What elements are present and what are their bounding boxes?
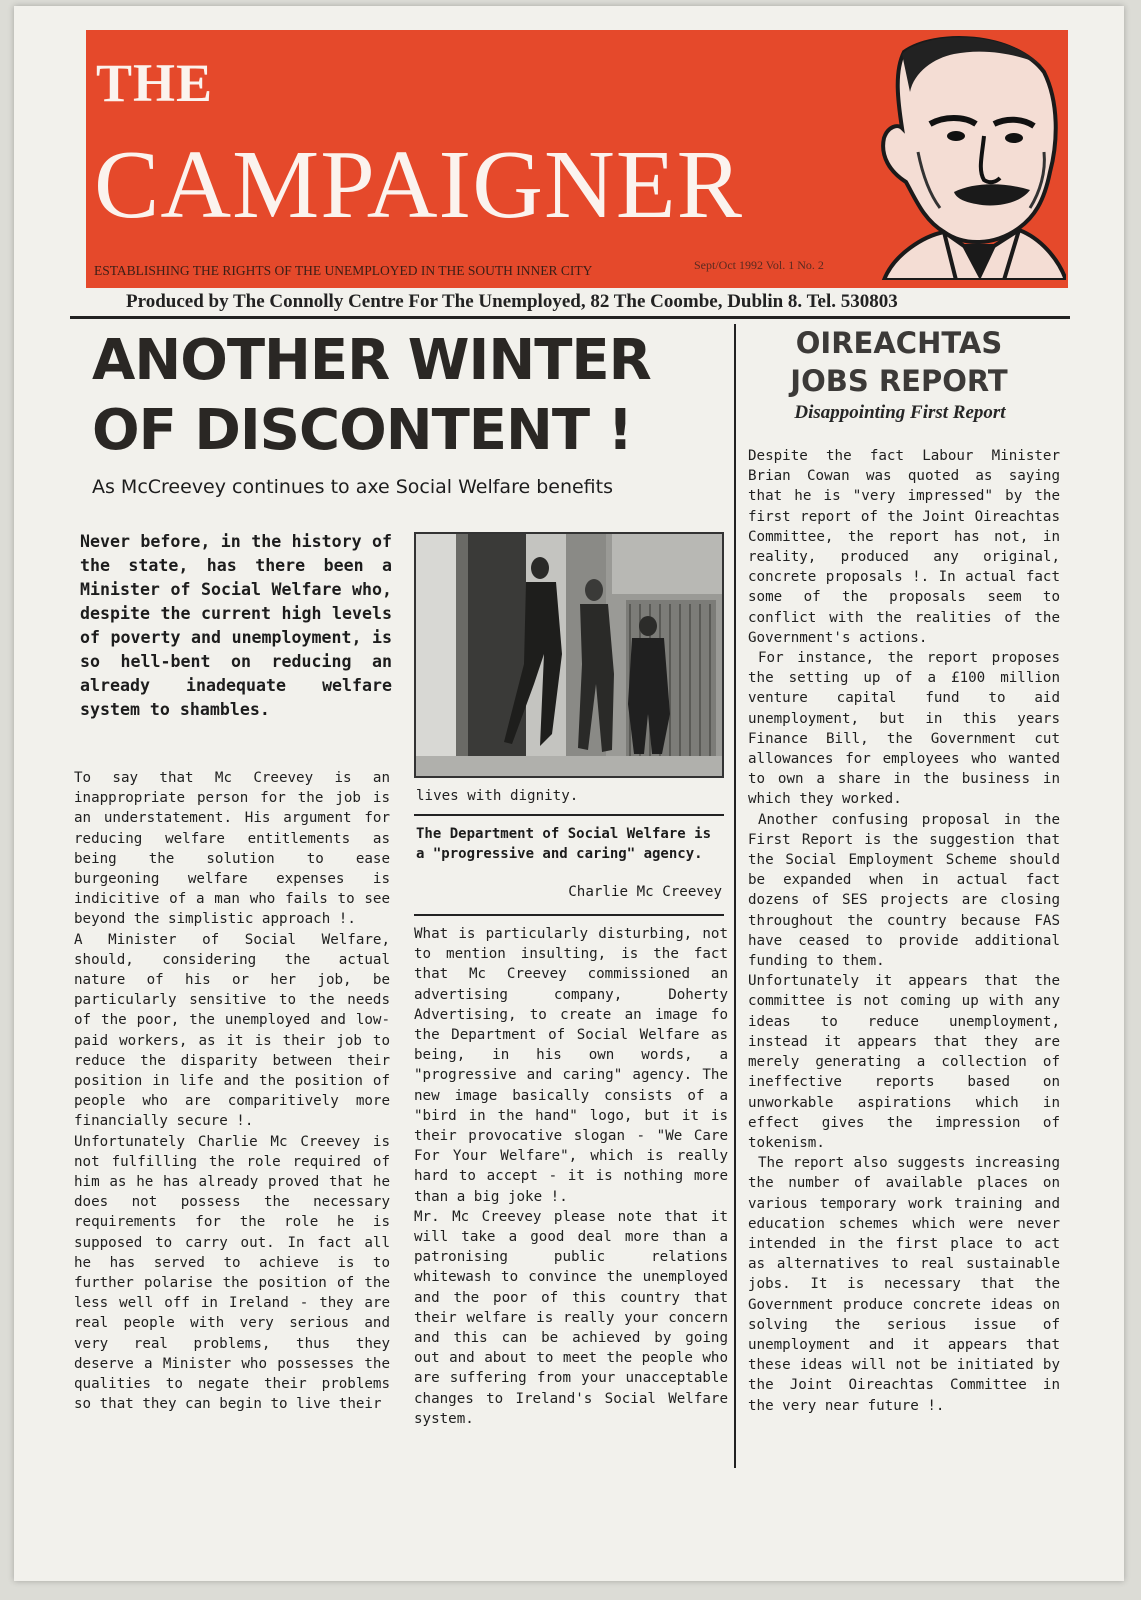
masthead-tagline: ESTABLISHING THE RIGHTS OF THE UNEMPLOYED IN THE SOUTH INNER CITY — [94, 263, 593, 278]
paragraph: For instance, the report proposes the setting up of a £100 million venture capital fund to aid unemployment, but in this years Finance Bill, the Government cut allowances for employees who wanted to own a share in the business in which they worked. — [748, 650, 1060, 808]
headline-line-1: ANOTHER WINTER — [92, 328, 651, 393]
masthead-rule — [70, 316, 1070, 319]
paragraph: A Minister of Social Welfare, should, considering the actual nature of his or her job, be particularly sensitive to the needs of the poor, the unemployed and low-paid workers, as it is their job to reduce the disparity between their position in life and the position of people who are comparitively more financially secure !. — [74, 931, 390, 1130]
column-2-continuation: lives with dignity. — [416, 788, 579, 804]
side-title-line-1: OIREACHTAS — [795, 326, 1003, 360]
side-story-title — [749, 324, 1049, 400]
column-2 — [414, 924, 728, 1429]
masthead-issue: Sept/Oct 1992 Vol. 1 No. 2 — [694, 258, 824, 272]
headline-line-2: OF DISCONTENT ! — [92, 398, 633, 463]
side-title-line-2: JOBS REPORT — [790, 364, 1008, 398]
masthead — [86, 30, 1068, 288]
masthead-the: THE — [96, 53, 214, 113]
street-scene-photo — [416, 534, 722, 776]
paragraph: Another confusing proposal in the First Report is the suggestion that the Social Employment Scheme should be expanded when in actual fact dozens of SES projects are closing throughout the country because FAS have ceased to provide additional funding to them. — [748, 811, 1060, 970]
side-story-subtitle: Disappointing First Report — [794, 402, 1006, 423]
headline — [92, 326, 732, 466]
paragraph: The report also suggests increasing the number of available places on various temporary work training and education schemes which were never intended in the first place to act as alternatives to real sustainable jobs. It is necessary that the Government produce concrete ideas on solving the serious issue of unemployment and it appears that these ideas will not be initiated by the Joint Oireachtas Committee in the very near future !. — [748, 1155, 1060, 1414]
quote-rule-bottom — [414, 914, 724, 916]
paragraph: To say that Mc Creevey is an inappropriate person for the job is an understatement. His argument for reducing welfare entitlements as being the solution to ease burgeoning welfare expenses is indicitive of a man who fails to see beyond the simplistic approach !. — [74, 770, 390, 928]
news-photo — [414, 532, 724, 778]
subheadline: As McCreevey continues to axe Social Welfare benefits — [92, 476, 613, 498]
paragraph: Unfortunately it appears that the committee is not coming up with any ideas to reduce unemployment, instead it appears that they are merely generating a collection of ineffective reports based on unworkable aspirations which in effect gives the impression of tokenism. — [748, 973, 1060, 1151]
column-3 — [748, 446, 1060, 1416]
paragraph: What is particularly disturbing, not to mention insulting, is the fact that Mc Creevey commissioned an advertising company, Doherty Advertising, to create an image fo the Department of Social Welfare as being, in his own words, a "progressive and caring" agency. The new image basically consists of a "bird in the hand" logo, but it is their provocative slogan - "We Care For Your Welfare", which is really hard to accept - it is nothing more than a big joke !. — [414, 926, 728, 1205]
quote-attribution: Charlie Mc Creevey — [568, 884, 722, 900]
quote-rule-top — [414, 814, 724, 816]
pull-quote — [414, 814, 724, 916]
paragraph: Despite the fact Labour Minister Brian Cowan was quoted as saying that he is "very impressed" by the first report of the Joint Oireachtas Committee, the report has not, in reality, produced any original, concrete proposals !. In actual fact some of the proposals seem to conflict with the realities of the Government's actions. — [748, 448, 1060, 646]
paragraph: Unfortunately Charlie Mc Creevey is not fulfilling the role required of him as he has already proved that he does not possess the necessary requirements for the role he is supposed to carry out. In fact all he has served to achieve is to further polarise the position of the less well off in Ireland - they are real people with very serious and very real problems, thus they deserve a Minister who possesses the qualities to negate their problems so that they can begin to live their — [74, 1133, 390, 1413]
portrait-icon — [844, 32, 1066, 280]
paragraph: Mr. Mc Creevey please note that it will take a good deal more than a patronising public relations whitewash to convince the unemployed and the poor of this country that their welfare is really your concern and this can be achieved by going out and about to meet the people who are suffering from your unacceptable changes to Ireland's Social Welfare system. — [414, 1208, 728, 1427]
producer-line: Produced by The Connolly Centre For The Unemployed, 82 The Coombe, Dublin 8. Tel. 530803 — [126, 291, 898, 312]
column-divider — [734, 324, 736, 1468]
masthead-title: CAMPAIGNER — [94, 131, 743, 239]
column-1 — [74, 768, 390, 1415]
newspaper-page — [14, 6, 1124, 1581]
lead-paragraph: Never before, in the history of the state, has there been a Minister of Social Welfare who, despite the current high levels of poverty and unemployment, is so hell-bent on reducing an already inadequate welfare system to shambles. — [80, 532, 392, 719]
quote-text: The Department of Social Welfare is a "progressive and caring" agency. — [416, 826, 712, 862]
